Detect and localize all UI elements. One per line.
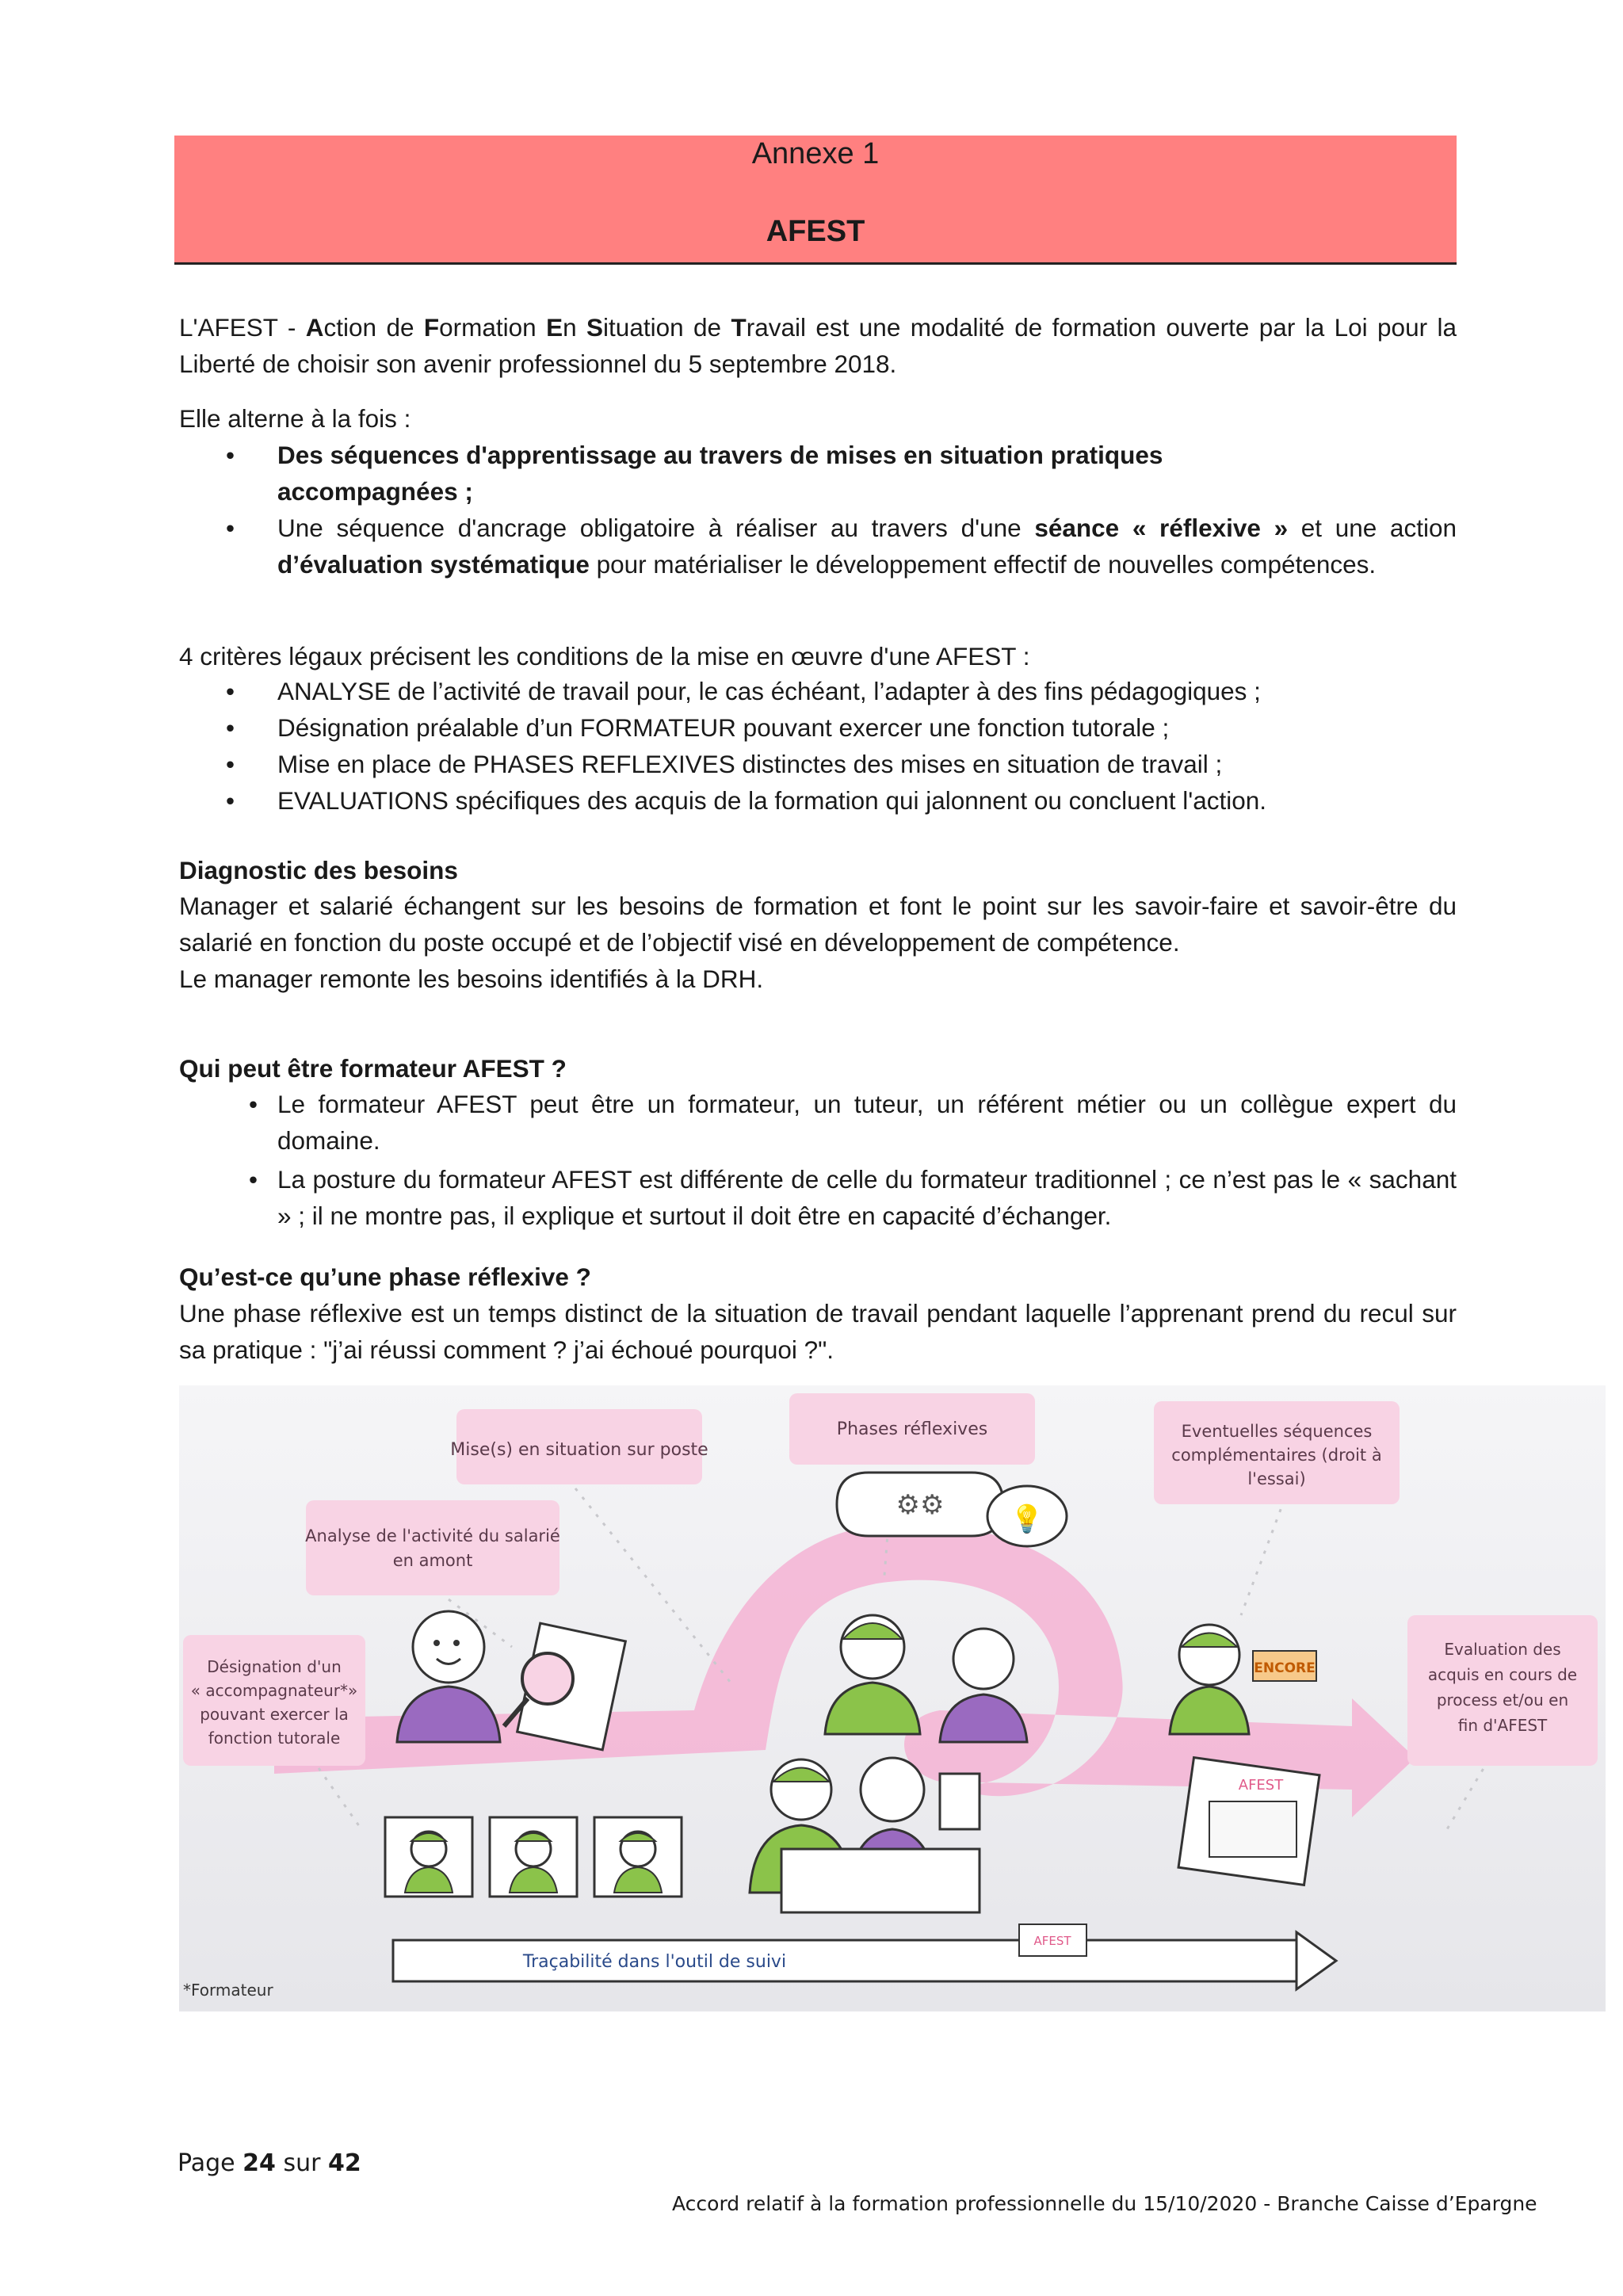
label-text: Analyse de l'activité du salarié (305, 1526, 560, 1545)
alternates-label: Elle alterne à la fois : (179, 404, 411, 433)
bullet-glyph: • (249, 1165, 258, 1194)
annex-banner (174, 136, 1457, 265)
diagnostic-paragraph: Manager et salarié échangent sur les besoins de formation et font le point sur les savoir-faire et savoir-être du salarié en fonction du poste occupé et de l’objectif visé en développement de compétence. (179, 892, 1457, 957)
afest-process-illustration (179, 1385, 1606, 2011)
diagnostic-paragraph-2: Le manager remonte les besoins identifiés à la DRH. (179, 965, 764, 993)
trainer-heading: Qui peut être formateur AFEST ? (179, 1054, 567, 1083)
criteria-item: Mise en place de PHASES REFLEXIVES distinctes des mises en situation de travail ; (277, 750, 1223, 778)
bullet-glyph: • (226, 750, 235, 778)
trainer-item-2: La posture du formateur AFEST est différente de celle du formateur traditionnel ; ce n’est pas le « sachant » ; il ne montre pas, il explique et surtout il doit être en capacité d’échanger. (277, 1165, 1457, 1230)
traceability-label: Traçabilité dans l'outil de suivi (522, 1952, 787, 1972)
label-text: l'essai) (1247, 1469, 1306, 1488)
acronym-rest: n (563, 313, 587, 342)
criteria-label: 4 critères légaux précisent les conditions de la mise en œuvre d'une AFEST : (179, 642, 1030, 670)
page-current: 24 (242, 2149, 276, 2177)
encore-label: ENCORE (1254, 1660, 1316, 1676)
label-evaluation (1407, 1615, 1598, 1766)
label-text: Eventuelles séquences (1181, 1422, 1373, 1441)
acronym-letter: F (423, 313, 440, 342)
alternate-text: et une action (1288, 514, 1457, 542)
label-text: Désignation d'un (207, 1657, 342, 1676)
label-text: Mise(s) en situation sur poste (450, 1440, 708, 1460)
reflexive-paragraph: Une phase réflexive est un temps distinct de la situation de travail pendant laquelle l’apprenant prend du recul sur sa pratique : "j’ai réussi comment ? j’ai échoué pourquoi ?". (179, 1299, 1457, 1364)
label-text: Evaluation des (1444, 1640, 1561, 1659)
intro-body: est une modalité de formation ouverte par la Loi pour la Liberté de choisir son avenir professionnel du 5 septembre 2018. (179, 313, 1457, 378)
alternate-emphasis: d’évaluation systématique (277, 550, 590, 579)
acronym-rest: ituation de (603, 313, 731, 342)
lightbulb-icon: 💡 (1010, 1503, 1044, 1535)
label-designation (183, 1635, 365, 1766)
label-analyse (305, 1500, 560, 1595)
acronym-letter: A (305, 313, 324, 342)
acronym-rest: ravail (746, 313, 806, 342)
diagnostic-heading: Diagnostic des besoins (179, 856, 458, 884)
page-prefix: Page (178, 2149, 243, 2177)
acronym-rest: ormation (439, 313, 547, 342)
alternate-emphasis: séance « réflexive » (1034, 514, 1289, 542)
annex-title: AFEST (766, 215, 865, 248)
label-eventuelles (1154, 1401, 1400, 1504)
alternate-item-2 (277, 510, 1457, 583)
bullet-glyph: • (249, 1090, 258, 1118)
intro-prefix: L'AFEST - (179, 313, 306, 342)
alternate-item-1: Des séquences d'apprentissage au travers de mises en situation pratiques accompagnées ; (277, 441, 1163, 506)
label-text: en amont (392, 1551, 473, 1570)
label-phases (789, 1393, 1035, 1465)
acronym-letter: T (731, 313, 747, 342)
bullet-glyph: • (226, 786, 235, 815)
criteria-item: Désignation préalable d’un FORMATEUR pouvant exercer une fonction tutorale ; (277, 713, 1170, 742)
reflexive-heading: Qu’est-ce qu’une phase réflexive ? (179, 1263, 591, 1291)
acronym-letter: S (586, 313, 604, 342)
label-text: fonction tutorale (208, 1729, 341, 1748)
label-text: fin d'AFEST (1457, 1716, 1548, 1735)
page-separator: sur (275, 2149, 328, 2177)
label-mise (450, 1409, 708, 1484)
bullet-glyph: • (226, 713, 235, 742)
label-text: « accompagnateur*» (190, 1681, 358, 1700)
label-text: process et/ou en (1436, 1690, 1569, 1710)
criteria-item: ANALYSE de l’activité de travail pour, le cas échéant, l’adapter à des fins pédagogiques ; (277, 677, 1261, 705)
footer-note: Accord relatif à la formation professionnelle du 15/10/2020 - Branche Caisse d’Epargne (672, 2192, 1537, 2215)
alternate-text: Une séquence d'ancrage obligatoire à réaliser au travers d'une (277, 514, 1035, 542)
bullet-glyph: • (226, 441, 235, 469)
alternate-text: pour matérialiser le développement effectif de nouvelles compétences. (589, 550, 1377, 579)
worker-frames (385, 1817, 682, 1897)
afest-document (1178, 1758, 1319, 1885)
page-number (178, 2149, 361, 2177)
page-total: 42 (327, 2149, 361, 2177)
afest-tag: AFEST (1033, 1934, 1071, 1948)
trainer-item-1: Le formateur AFEST peut être un formateur, un tuteur, un référent métier ou un collègue expert du domaine. (277, 1090, 1457, 1155)
label-text: Phases réflexives (836, 1419, 988, 1439)
label-text: complémentaires (droit à (1171, 1446, 1382, 1465)
document-title: AFEST (1238, 1777, 1284, 1794)
gears-icon: ⚙⚙ (896, 1489, 945, 1521)
acronym-letter: E (546, 313, 563, 342)
illustration-footnote: *Formateur (183, 1981, 273, 2000)
acronym-rest: ction de (323, 313, 424, 342)
annex-number: Annexe 1 (751, 137, 880, 170)
label-text: pouvant exercer la (200, 1705, 349, 1724)
bullet-glyph: • (226, 514, 235, 542)
intro-paragraph (179, 309, 1457, 382)
label-text: acquis en cours de (1427, 1665, 1578, 1684)
bullet-glyph: • (226, 677, 235, 705)
criteria-item: EVALUATIONS spécifiques des acquis de la formation qui jalonnent ou concluent l'action. (277, 786, 1267, 815)
